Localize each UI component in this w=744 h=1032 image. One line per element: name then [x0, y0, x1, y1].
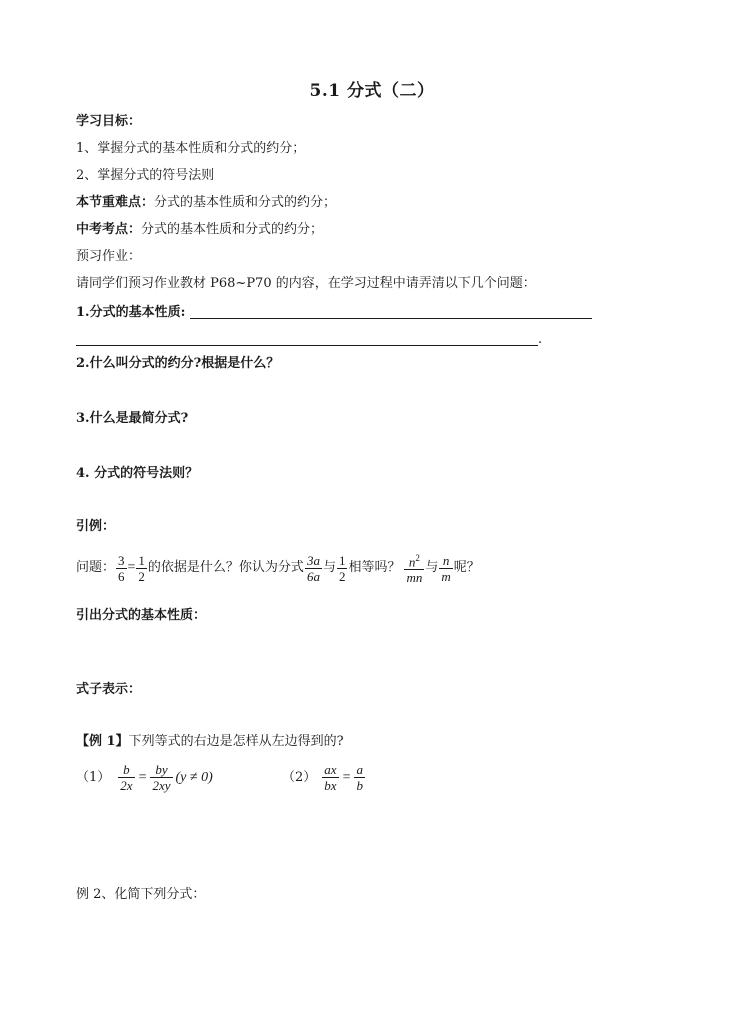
part-2-label: （2）: [282, 769, 317, 785]
goals-heading: 学习目标：: [76, 114, 142, 129]
problem-text-1: 的依据是什么？你认为分式: [147, 560, 304, 576]
problem-with-2: 与: [425, 560, 439, 576]
question-2: 2.什么叫分式的约分?根据是什么？: [76, 356, 280, 371]
fraction-b-2x: [118, 762, 134, 793]
fraction-denominator: 2: [138, 568, 145, 584]
intro-heading: 引例：: [76, 519, 116, 534]
question-3: 3.什么是最简分式?: [76, 411, 189, 426]
problem-label: 问题：: [76, 560, 116, 576]
exponent: 2: [415, 553, 420, 563]
answer-line-end: .: [538, 332, 543, 347]
fraction-numerator: 1: [338, 552, 346, 568]
answer-line-1: [190, 318, 592, 319]
intro-problem: [76, 551, 480, 585]
fraction-numerator: 1: [138, 552, 145, 568]
fraction-numerator: 3a: [306, 552, 320, 568]
example-1-header: [76, 733, 344, 751]
fraction-denominator: 2: [338, 568, 346, 584]
fraction-numerator: by: [155, 762, 168, 777]
problem-text-2: 相等吗？: [348, 560, 401, 576]
fraction-by-2xy: [150, 762, 172, 793]
key-point-text: 分式的基本性质和分式的约分；: [154, 195, 337, 210]
problem-with-1: 与: [322, 560, 336, 576]
example-2: 例 2、化简下列分式：: [76, 887, 206, 902]
fraction-n-m: [439, 553, 452, 584]
example-1-part-2: [282, 762, 366, 793]
part-1-label: （1）: [76, 769, 111, 785]
key-point-label: 本节重难点：: [76, 195, 155, 210]
exam-point-text: 分式的基本性质和分式的约分；: [141, 222, 324, 237]
preview-instruction: 请同学们预习作业教材 P68~P70 的内容，在学习过程中请弄清以下几个问题：: [76, 276, 536, 291]
example-1-label: 【例 1】: [76, 734, 129, 749]
example-1-text: 下列等式的右边是怎样从左边得到的?: [128, 734, 344, 749]
fraction-numerator: a: [356, 762, 363, 777]
fraction-denominator: mn: [406, 570, 423, 586]
fraction-denominator: 2x: [120, 778, 133, 793]
fraction-numerator: 3: [118, 552, 125, 568]
fraction-denominator: bx: [324, 778, 337, 793]
key-point-line: [76, 194, 336, 212]
preview-heading: 预习作业：: [76, 249, 142, 264]
question-4: 4. 分式的符号法则？: [76, 466, 199, 481]
exam-point-label: 中考考点：: [76, 222, 142, 237]
fraction-a-b: [354, 762, 365, 793]
page-title: 5.1 分式（二）: [309, 81, 435, 101]
equals-sign: =: [342, 769, 351, 785]
fraction-numerator: n: [442, 552, 450, 568]
goal-2: 2、掌握分式的符号法则: [76, 168, 215, 183]
goal-1: 1、掌握分式的基本性质和分式的约分；: [76, 141, 306, 156]
fraction-denominator: b: [356, 778, 363, 793]
example-1-part-1: [76, 762, 213, 793]
fraction-3a-6a: [305, 553, 322, 584]
fraction-1-2-b: [337, 553, 348, 584]
fraction-1-2: [136, 553, 147, 584]
condition: (y ≠ 0): [175, 769, 213, 785]
fraction-n2-mn: [404, 551, 424, 585]
fraction-denominator: 6: [118, 568, 125, 584]
fraction-denominator: 6a: [306, 568, 320, 584]
fraction-numerator: b: [123, 762, 130, 777]
fraction-3-6: [116, 553, 127, 584]
fraction-denominator: 2xy: [152, 778, 171, 793]
fraction-numerator: $n^2$: [408, 553, 420, 570]
fraction-numerator: ax: [324, 762, 337, 777]
exam-point-line: [76, 221, 323, 239]
problem-text-3: 呢？: [453, 560, 480, 576]
fraction-denominator: m: [441, 568, 451, 584]
answer-line-2: [76, 345, 538, 346]
derive-heading: 引出分式的基本性质：: [76, 608, 207, 623]
equals-sign: =: [138, 769, 147, 785]
fraction-ax-bx: [322, 762, 338, 793]
formula-heading: 式子表示：: [76, 682, 142, 697]
question-1: 1.分式的基本性质:: [76, 305, 186, 320]
equals-sign: =: [127, 560, 136, 576]
